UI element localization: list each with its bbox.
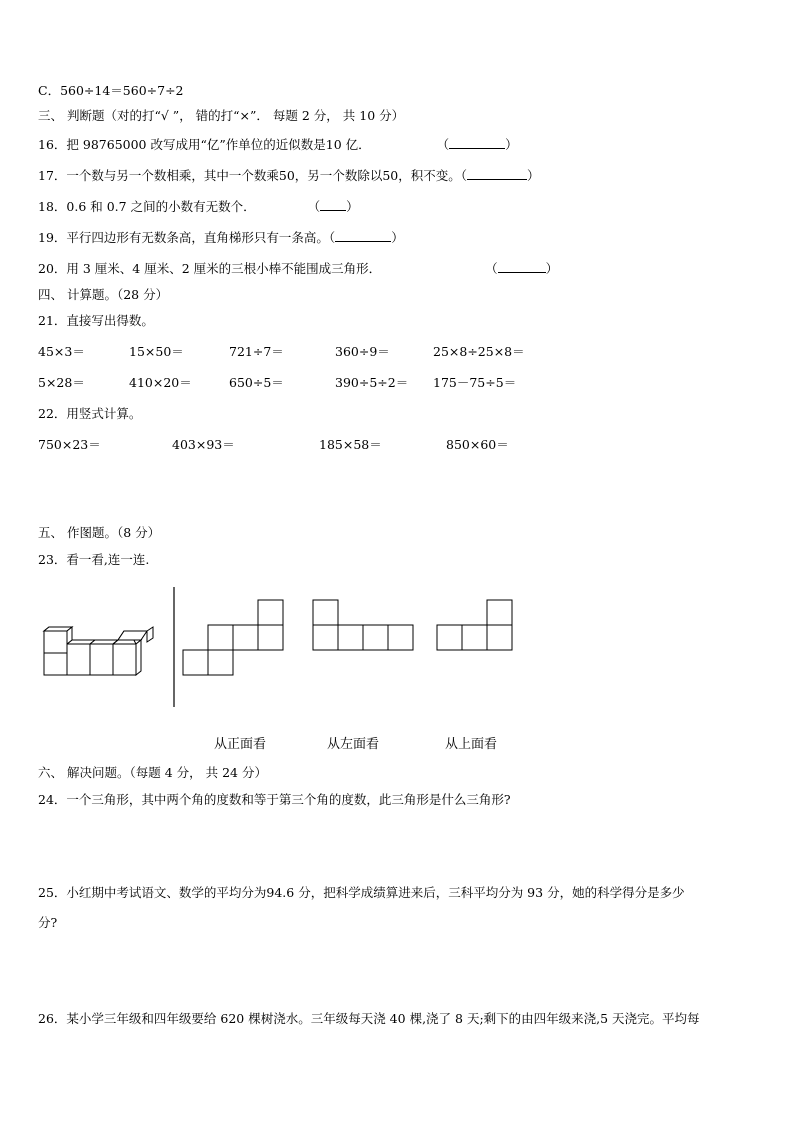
answer-blank-18[interactable]: [320, 199, 346, 211]
vertical-calc-item: 185×58＝: [319, 437, 382, 452]
section-3-heading: 三、 判断题（对的打“√ ”， 错的打“×”． 每题 2 分， 共 10 分）: [38, 108, 405, 123]
question-19-text: 19．平行四边形有无数条高，直角梯形只有一条高。: [38, 230, 329, 245]
paren-open: （: [436, 137, 450, 152]
vertical-calc-item: 750×23＝: [38, 437, 101, 452]
paren-open: （: [307, 199, 321, 214]
question-21: 21．直接写出得数。: [38, 313, 154, 328]
view-shape-3: [437, 600, 512, 650]
question-16: [38, 137, 518, 153]
question-23: 23．看一看,连一连.: [38, 552, 150, 567]
question-17-text: 17．一个数与另一个数相乘，其中一个数乘50，另一个数除以50，积不变。: [38, 168, 461, 183]
calc-item: 25×8÷25×8＝: [433, 344, 525, 359]
paren-open: （: [328, 230, 336, 245]
calc-item: 650÷5＝: [229, 375, 284, 390]
cube-solid: [44, 627, 153, 675]
calc-item: 390÷5÷2＝: [335, 375, 409, 390]
label-left-view: 从左面看: [327, 737, 380, 752]
section-6-heading: 六、 解决问题。（每题 4 分， 共 24 分）: [38, 765, 267, 780]
question-20: [38, 261, 558, 277]
view-shape-2: [313, 600, 413, 650]
question-22: 22．用竖式计算。: [38, 406, 142, 421]
question-18: [38, 199, 359, 215]
question-18-text: 18．0.6 和 0.7 之间的小数有无数个．: [38, 199, 256, 214]
section-4-heading: 四、 计算题。（28 分）: [38, 287, 169, 302]
label-front-view: 从正面看: [214, 737, 267, 752]
calc-item: 45×3＝: [38, 344, 85, 359]
calc-item: 5×28＝: [38, 375, 85, 390]
paren-open: （: [485, 261, 498, 276]
question-16-text: 16．把 98765000 改写成用“亿”作单位的近似数是10 亿．: [38, 137, 371, 152]
answer-blank-17[interactable]: [467, 168, 527, 180]
label-top-view: 从上面看: [445, 737, 498, 752]
paren-close: ）: [545, 261, 559, 276]
paren-open: （: [460, 168, 467, 183]
question-25-line-2: 分?: [38, 915, 58, 930]
paren-close: ）: [505, 137, 518, 152]
vertical-calc-item: 850×60＝: [446, 437, 509, 452]
question-24: 24．一个三角形，其中两个角的度数和等于第三个角的度数，此三角形是什么三角形?: [38, 792, 511, 807]
paren-close: ）: [391, 230, 404, 245]
calc-item: 721÷7＝: [229, 344, 284, 359]
answer-blank-16[interactable]: [449, 137, 505, 149]
calc-item: 15×50＝: [129, 344, 184, 359]
question-17: [38, 168, 540, 184]
view-shape-1: [183, 600, 283, 675]
question-25-line-1: 25．小红期中考试语文、数学的平均分为94.6 分，把科学成绩算进来后，三科平均分为 93 分，她的科学得分是多少: [38, 885, 685, 900]
paren-close: ）: [346, 199, 359, 214]
question-19: [38, 230, 404, 246]
paren-close: ）: [526, 168, 540, 183]
calc-item: 360÷9＝: [335, 344, 390, 359]
question-26: 26．某小学三年级和四年级要给 620 棵树浇水。三年级每天浇 40 棵,浇了 8 天;剩下的由四年级来浇,5 天浇完。平均每: [38, 1011, 700, 1026]
answer-blank-19[interactable]: [335, 230, 391, 242]
calc-item: 410×20＝: [129, 375, 192, 390]
calc-item: 175－75÷5＝: [433, 375, 517, 390]
vertical-calc-item: 403×93＝: [172, 437, 235, 452]
answer-blank-20[interactable]: [498, 261, 546, 273]
question-20-text: 20．用 3 厘米、4 厘米、2 厘米的三根小棒不能围成三角形．: [38, 261, 382, 276]
section-5-heading: 五、 作图题。（8 分）: [38, 525, 161, 540]
option-c: C．560÷14＝560÷7÷2: [38, 83, 184, 98]
